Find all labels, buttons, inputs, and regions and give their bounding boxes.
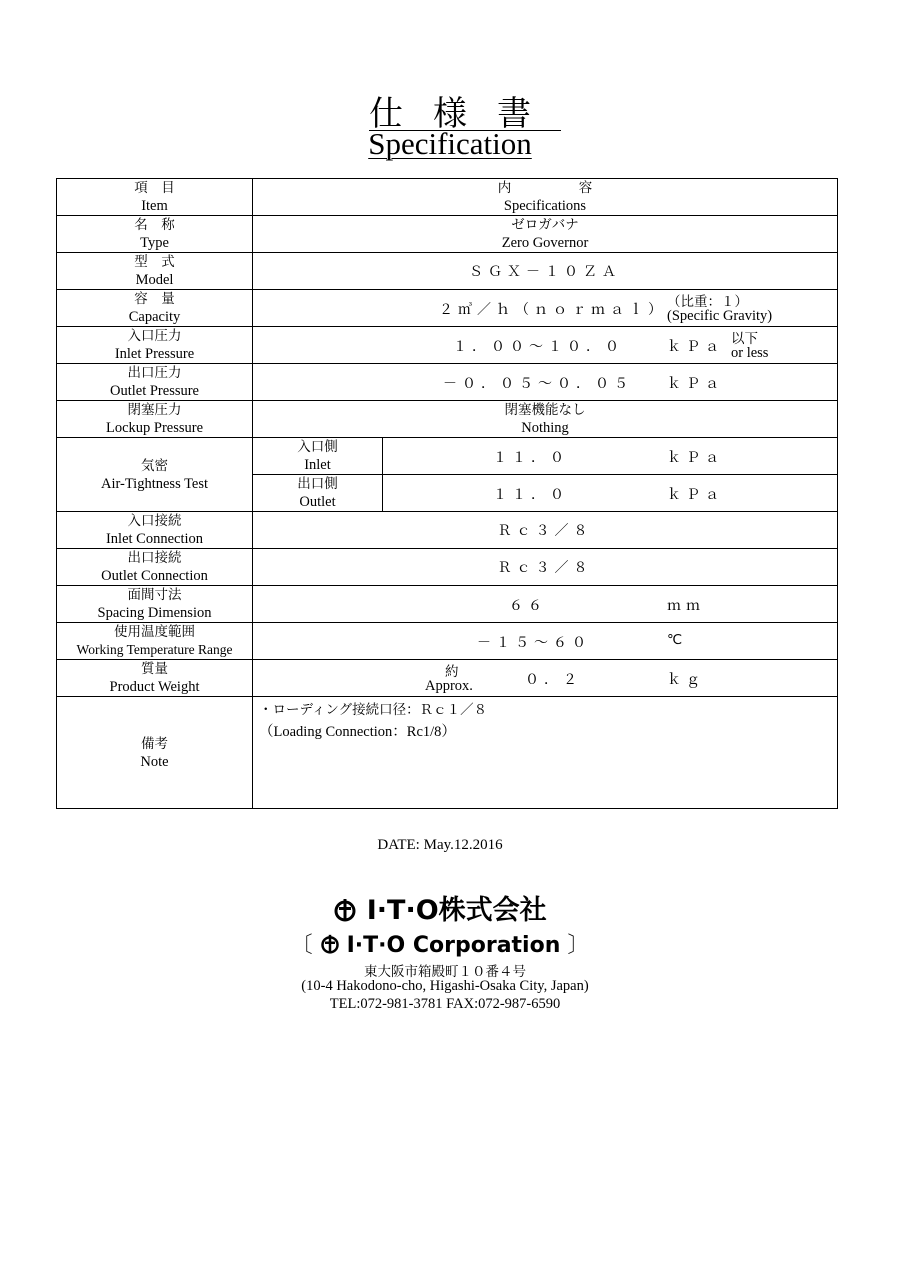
note-line-2: （Loading Connection：Rc1/8） (259, 724, 456, 740)
lockup-value-jp: 閉塞機能なし (504, 402, 586, 418)
label-en: Model (135, 272, 174, 288)
header-item-en: Item (141, 198, 168, 214)
row-label-inlet-pressure (57, 327, 253, 364)
air-tightness-inlet-unit: ｋＰａ (667, 450, 724, 466)
label-en: Inlet Pressure (114, 346, 195, 362)
label-en: Type (140, 235, 169, 251)
label-jp: 面間寸法 (127, 587, 182, 603)
table-row (57, 290, 838, 327)
label-jp: 備考 (141, 735, 168, 752)
air-tightness-outlet-cell (383, 475, 838, 512)
company-logo-en (0, 928, 880, 959)
type-value-en: Zero Governor (501, 235, 589, 251)
label-jp: 型 式 (134, 254, 175, 270)
label-jp: 入口側 (297, 439, 338, 455)
spacing-cell (253, 586, 838, 623)
capacity-cell (253, 290, 838, 327)
table-row (57, 586, 838, 623)
outlet-connection-value: Ｒｃ３／８ (253, 549, 838, 586)
label-jp: 使用温度範囲 (114, 624, 195, 640)
capacity-value: ２㎥／ｈ（ｎｏｒｍａｌ） (439, 302, 667, 318)
label-en: Outlet Connection (101, 568, 208, 584)
row-label-outlet-pressure (57, 364, 253, 401)
capacity-note-en: (Specific Gravity) (667, 308, 773, 324)
label-jp: 出口側 (297, 476, 338, 492)
label-jp: 容 量 (134, 291, 175, 307)
label-jp: 閉塞圧力 (127, 402, 182, 418)
label-en: Capacity (128, 309, 181, 325)
document-title-en: Specification (368, 126, 532, 161)
air-tightness-outlet-unit: ｋＰａ (667, 487, 724, 503)
working-temperature-cell (253, 623, 838, 660)
working-temperature-value: －１５～６０ (477, 635, 591, 651)
label-jp: 質量 (141, 661, 168, 677)
table-row (57, 697, 838, 809)
label-en: Product Weight (109, 679, 200, 695)
label-jp: 出口接続 (127, 550, 182, 566)
table-row (57, 623, 838, 660)
company-tel-fax: TEL:072-981-3781 FAX:072-987-6590 (329, 996, 561, 1012)
label-en: Note (140, 753, 169, 770)
weight-unit: ｋｇ (667, 672, 705, 688)
air-tightness-inlet-value: １１．０ (493, 450, 569, 466)
row-label-lockup-pressure (57, 401, 253, 438)
label-en: Inlet Connection (105, 531, 204, 547)
table-row (57, 216, 838, 253)
type-value (253, 216, 838, 253)
header-item (57, 179, 253, 216)
table-row (57, 660, 838, 697)
label-jp: 出口圧力 (127, 365, 182, 381)
table-row (57, 512, 838, 549)
type-value-jp: ゼロガバナ (511, 217, 579, 233)
note-cell (253, 697, 838, 809)
row-label-capacity (57, 290, 253, 327)
outlet-pressure-value: －０．０５～０．０５ (443, 376, 633, 392)
company-address-en: (10-4 Hakodono-cho, Higashi-Osaka City, Japan) (301, 978, 589, 994)
label-en: Outlet (299, 494, 336, 510)
table-header-row (57, 179, 838, 216)
inlet-connection-value: Ｒｃ３／８ (253, 512, 838, 549)
specification-table (56, 178, 838, 809)
air-tightness-inlet-label (253, 438, 383, 475)
table-row (57, 253, 838, 290)
weight-cell (253, 660, 838, 697)
capacity-note-jp: （比重：１） (667, 294, 748, 310)
row-label-outlet-connection (57, 549, 253, 586)
label-jp: 名 称 (134, 217, 175, 233)
header-item-jp: 項 目 (134, 180, 175, 196)
air-tightness-inlet-cell (383, 438, 838, 475)
ito-logo-small-icon (320, 934, 340, 954)
document-date: DATE: May.12.2016 (377, 837, 503, 853)
table-row (57, 327, 838, 364)
table-row (57, 438, 838, 475)
company-logo-jp (0, 888, 880, 927)
air-tightness-outlet-value: １１．０ (493, 487, 569, 503)
row-label-note (57, 697, 253, 809)
label-en: Lockup Pressure (105, 420, 204, 436)
inlet-pressure-note-jp: 以下 (731, 331, 758, 347)
spacing-unit: ｍｍ (667, 598, 705, 614)
row-label-spacing-dimension (57, 586, 253, 623)
company-address-jp: 東大阪市箱殿町１０番４号 (364, 964, 526, 980)
label-en: Working Temperature Range (76, 642, 233, 657)
label-en: Air-Tightness Test (100, 475, 209, 492)
table-row (57, 364, 838, 401)
label-jp: 入口圧力 (127, 328, 182, 344)
inlet-pressure-unit: ｋＰａ (667, 339, 724, 355)
header-spec (253, 179, 838, 216)
weight-approx-jp: 約 (445, 664, 459, 680)
label-en: Outlet Pressure (110, 383, 199, 399)
outlet-pressure-cell (253, 364, 838, 401)
row-label-air-tightness (57, 438, 253, 512)
company-name-jp: I·T·O株式会社 (366, 895, 547, 926)
label-jp: 入口接続 (127, 513, 182, 529)
inlet-pressure-value: １．００～１０．０ (453, 339, 624, 355)
row-label-type (57, 216, 253, 253)
weight-value: ０．２ (525, 672, 582, 688)
table-row (57, 401, 838, 438)
label-jp: 気密 (141, 457, 168, 474)
row-label-working-temperature (57, 623, 253, 660)
outlet-pressure-unit: ｋＰａ (667, 376, 724, 392)
inlet-pressure-note-en: or less (731, 345, 769, 361)
header-spec-en: Specifications (503, 198, 587, 214)
working-temperature-unit: ℃ (667, 632, 683, 648)
lockup-value-en: Nothing (521, 420, 569, 436)
label-en: Spacing Dimension (97, 605, 212, 621)
note-line-1: ・ローディング接続口径：Ｒｃ１／８ (259, 702, 488, 718)
bracket-open: 〔 (290, 933, 313, 958)
row-label-product-weight (57, 660, 253, 697)
lockup-value (253, 401, 838, 438)
row-label-inlet-connection (57, 512, 253, 549)
table-row (57, 549, 838, 586)
air-tightness-outlet-label (253, 475, 383, 512)
model-value: ＳＧＸ－１０ＺＡ (253, 253, 838, 290)
inlet-pressure-cell (253, 327, 838, 364)
company-name-en: I·T·O Corporation (346, 933, 561, 958)
ito-logo-icon (333, 898, 357, 922)
weight-approx-en: Approx. (425, 678, 473, 694)
document-title-jp: 仕様書 (369, 94, 561, 134)
label-en: Inlet (304, 457, 331, 473)
spacing-value: ６６ (509, 598, 547, 614)
header-spec-jp: 内 容 (497, 180, 593, 196)
bracket-close: 〕 (567, 933, 590, 958)
row-label-model (57, 253, 253, 290)
